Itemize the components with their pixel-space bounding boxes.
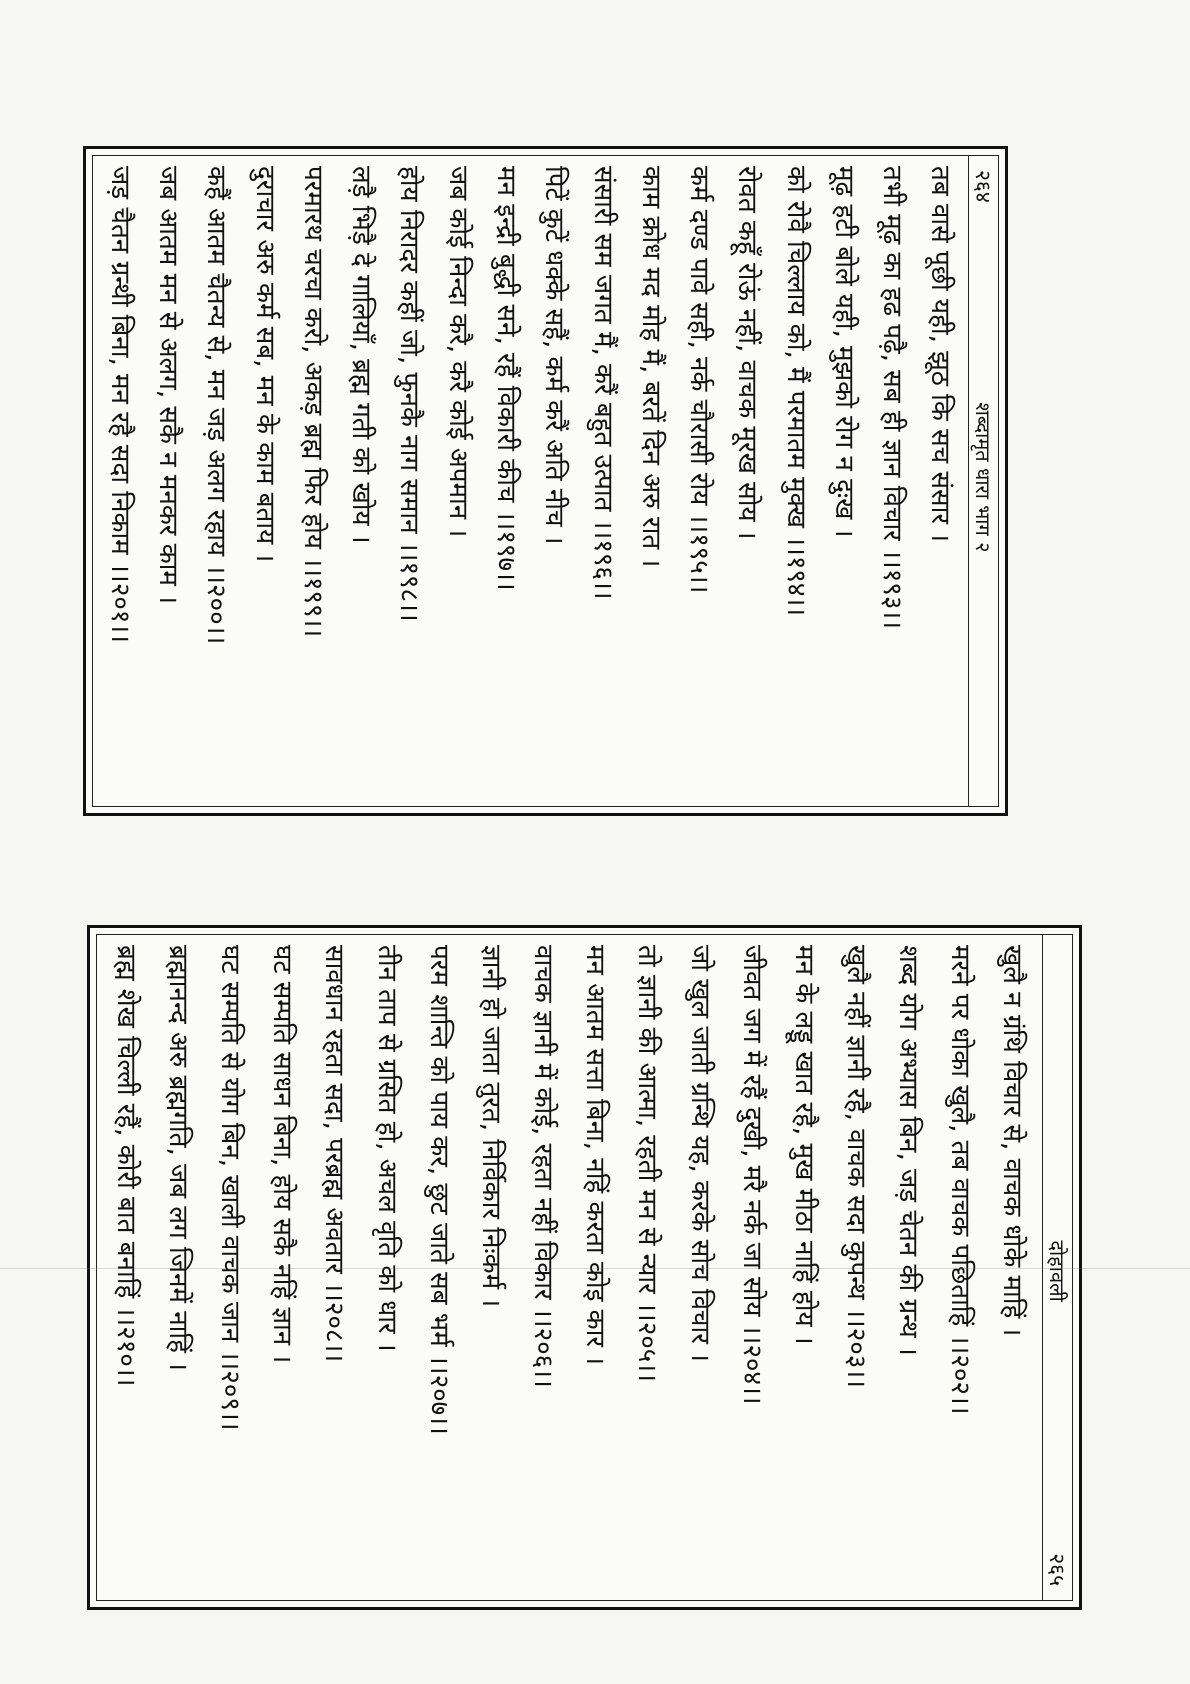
verse-line: जीवत जग में रहैं दुखी, मरै नर्क जा सोय ।।२०४।। xyxy=(736,945,767,1405)
verse-line: मन के लड्डू खात रहै, मुख मीठा नाहिं होय । xyxy=(788,945,819,1345)
verse-line: खुलै नहीं ज्ञानी रहै, वाचक सदा कुपन्थ ।।२०३।। xyxy=(841,945,871,1389)
verse-line: वाचक ज्ञानी में कोई, रहता नहीं विकार ।।२०६।। xyxy=(528,945,559,1388)
verse-line: कर्म दण्ड पावे सही, नर्क चौरासी रोय ।।१९५।। xyxy=(684,166,715,594)
verse-line: तीन ताप से ग्रसित हो, अचल वृति को धार । xyxy=(371,945,402,1352)
verse-line: दुराचार अरु कर्म सब, मन के काम बताय । xyxy=(249,166,280,563)
verse-line: परम शान्ति को पाय कर, छुट जाते सब भर्म ।।२०७।। xyxy=(423,945,454,1435)
verse-line: परमारथ चरचा करो, अकड़ ब्रह्म फिर होय ।।१९९।। xyxy=(297,166,328,638)
verse-line: ब्रह्मानन्द अरु ब्रह्मगति, जब लग जिनमें नाहिं । xyxy=(162,945,193,1372)
verse-line: घट सम्पति साधन बिना, होय सकै नहिं ज्ञान । xyxy=(267,945,298,1364)
verse-line: जड़ चैतन ग्रन्थी बिना, मन रहै सदा निकाम ।।२०१।। xyxy=(104,166,135,643)
page-fold-crease xyxy=(0,1268,1190,1269)
verse-line: मूढ़ हटी बोले यही, मुझको रोग न दुःख । xyxy=(828,166,859,538)
right-page-number: २६५ xyxy=(1045,1553,1070,1586)
verse-line: खुलै न ग्रंथि विचार से, वाचक धोके माहिं । xyxy=(997,945,1028,1337)
right-page-running-title: दोहावली xyxy=(1045,1240,1069,1302)
left-page-header xyxy=(968,156,998,806)
verse-line: जब आतम मन से अलग, सकै न मनकर काम । xyxy=(153,166,184,605)
verse-line: घट सम्पति से योग बिन, खाली वाचक जान ।।२०९।। xyxy=(215,945,246,1431)
verse-line: जो खुल जाती ग्रन्थि यह, करके सोच विचार । xyxy=(684,945,715,1363)
verse-line: पिटें कुटें धक्के सहैं, कर्म करैं अति नीच । xyxy=(539,166,570,545)
verse-line: मन आतम सत्ता बिना, नहिं करता कोइ कार । xyxy=(580,945,611,1366)
verse-line: सावधान रहता सदा, परब्रह्म अवतार ।।२०८।। xyxy=(319,945,350,1363)
verse-line: ब्रह्म शेख चिल्ली रहैं, कोरी बात बनाहिं ।।२१०।। xyxy=(110,945,141,1387)
verse-line: काम क्रोध मद मोह मैं, बरतें दिन अरु रात । xyxy=(635,166,666,568)
verse-line: होय निरादर कहीं जो, फुनकै नाग समान ।।१९८।। xyxy=(394,166,425,622)
verse-line: लड़ै भिड़ै दे गालियाँ, ब्रह्म गती को खोय । xyxy=(346,166,377,544)
verse-line: तब वासे पूछी यही, झूठ कि सच संसार । xyxy=(925,166,956,543)
left-page-frame xyxy=(83,146,1008,816)
verse-line: संसारी सम जगत मैं, करैं बहुत उत्पात ।।१९६।। xyxy=(587,166,618,600)
verse-line: रोवत कहूँ रोऊं नहीं, वाचक मूरख सोय । xyxy=(732,166,763,540)
verse-line: मन इन्द्री बुद्धी सने, रहैं विकारी कीच ।।१९७।। xyxy=(491,166,522,591)
verse-line: तभी मूढ़ का हढ पढ़ै, सब ही ज्ञान विचार ।।१९३।। xyxy=(877,166,908,630)
verse-line: ज्ञानी हो जाता तुरत, निर्विकार निःकर्म । xyxy=(475,945,506,1308)
verse-line: जब कोई निन्दा करै, करै कोई अपमान । xyxy=(442,166,473,538)
verse-line: मरने पर धोका खुलै, तब वाचक पछिताहिं ।।२०२।। xyxy=(945,945,976,1415)
left-page-verses xyxy=(95,156,964,806)
verse-line: तो ज्ञानी की आत्मा, रहती मन से न्यार ।।२०५।। xyxy=(632,945,663,1383)
left-page-running-title: शब्दामृत धारा भाग २ xyxy=(971,402,995,553)
left-page-number: २६४ xyxy=(971,170,996,203)
verse-line: शब्द योग अभ्यास बिन, जड़ चेतन की ग्रन्थ । xyxy=(893,945,924,1356)
verse-line: कहैं आतम चैतन्य से, मन जड़ अलग रहाय ।।२००।। xyxy=(201,166,232,645)
left-page-inner-border xyxy=(92,155,999,807)
verse-line: को रोवै चिल्लाय को, मैं परमातम मुक्ख ।।१९४।। xyxy=(780,166,811,617)
